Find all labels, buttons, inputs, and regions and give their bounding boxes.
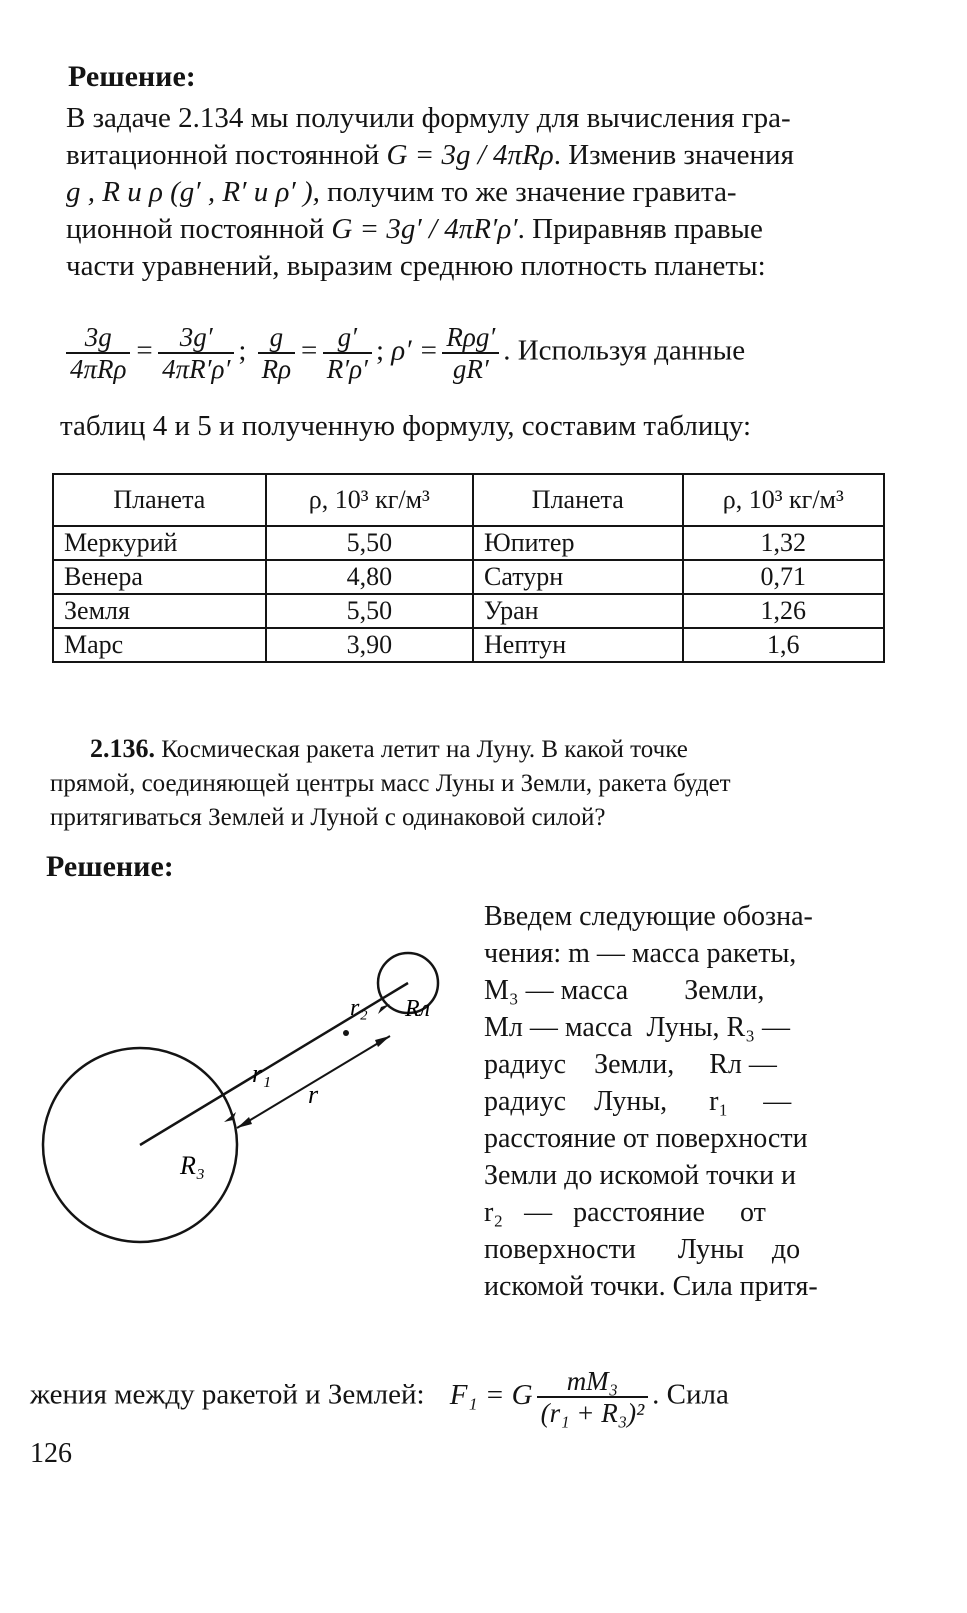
header-density: ρ, 10³ кг/м³ [266,474,473,526]
solution-paragraph-1 [66,100,886,285]
solution-heading-2: Решение: [46,850,174,883]
density-formula-line: $\frac{3g}{\text{4πRρ}}$ = $\frac{3g'}{4\pi R'\rho'}$ ; $\frac{g}{R\rho}$ = $\frac{g'}{R'\rho'}$ ; ρ′ = $\frac{\text{Rρg′}}{gR'}$ . Используя данные [62,322,892,384]
text-line: g , R и ρ (g′ , R′ и ρ′ ), получим то же значение гравита- [66,176,737,208]
table-row: Венера 4,80 Сатурн 0,71 [53,560,884,594]
fraction-3g-prime: $\frac{3g'}{4\pi R'\rho'}$ [158,322,234,384]
table-row: Меркурий 5,50 Юпитер 1,32 [53,526,884,560]
fraction-rho-result: $\frac{\text{Rρg′}}{gR'}$ [442,322,499,384]
fraction-g-prime: $\frac{g'}{R'\rho'}$ [323,322,372,384]
force-line: жения между ракетой и Землей: F₁ = G $\frac{\text{mM₃}}{\text{(r₁ + R₃)²}}$ . Сила [30,1366,729,1428]
earth-moon-diagram [30,900,470,1320]
force-fraction: $\frac{\text{mM₃}}{\text{(r₁ + R₃)²}}$ [537,1366,649,1428]
header-density: ρ, 10³ кг/м³ [683,474,884,526]
label-r: r [308,1080,319,1109]
fraction-3g: $\frac{3g}{\text{4πRρ}}$ [66,322,130,384]
force-lhs: F₁ = G [449,1378,533,1411]
center-line [140,983,408,1145]
fraction-g: $\frac{g}{R\rho}$ [258,322,295,384]
target-point [343,1030,349,1036]
rho-prime: ρ′ = [391,334,439,367]
solution-heading-1: Решение: [68,60,196,93]
header-planet: Планета [473,474,683,526]
label-Rl: Rл [405,996,431,1022]
header-planet: Планета [53,474,266,526]
problem-number: 2.136. [90,734,155,763]
text-line: В задаче 2.134 мы получили формулу для вычисления гра- [66,102,791,134]
formula-G: G = 3g / 4πRρ [386,139,554,171]
density-table [52,473,885,663]
text-line: части уравнений, выразим среднюю плотность планеты: [66,250,766,282]
table-row: Земля 5,50 Уран 1,26 [53,594,884,628]
variables-list: g , R и ρ (g′ , R′ и ρ′ ), [66,176,320,208]
label-R3: R₃ [180,1151,205,1180]
definitions-column: Введем следующие обозна- чения: m — масса ракеты, M₃ — масса Земли, Mл — масса Луны, R₃ — радиус Земли, Rл — радиус Луны, r₁ — расстояние от поверхности Земли до искомой точки и r₂ — расстояние от поверхности Луны до искомой точки. Сила притя- [484,901,818,1302]
arrowhead-icon [237,1117,252,1128]
arrowhead-icon [375,1036,390,1047]
text-line: ционной постоянной G = 3g′ / 4πR′ρ′. Приравняв правые [66,213,763,245]
text-line: таблиц 4 и 5 и полученную формулу, составим таблицу: [60,410,752,442]
label-r1: r₁ [252,1059,272,1088]
formula-G-prime: G = 3g′ / 4πR′ρ′ [331,213,518,245]
table-row: Марс 3,90 Нептун 1,6 [53,628,884,662]
table-header-row [53,474,884,526]
page-number: 126 [30,1438,72,1469]
label-r2: r₂ [350,995,368,1021]
text-after-formula: . Используя данные [503,334,746,367]
problem-statement: 2.136. Космическая ракета летит на Луну. В какой точке прямой, соединяющей центры масс Луны и Земли, ракета будет притягиваться Землей и Луной с одинаковой силой? [50,734,731,831]
text-line: витационной постоянной G = 3g / 4πRρ. Изменив значения [66,139,794,171]
